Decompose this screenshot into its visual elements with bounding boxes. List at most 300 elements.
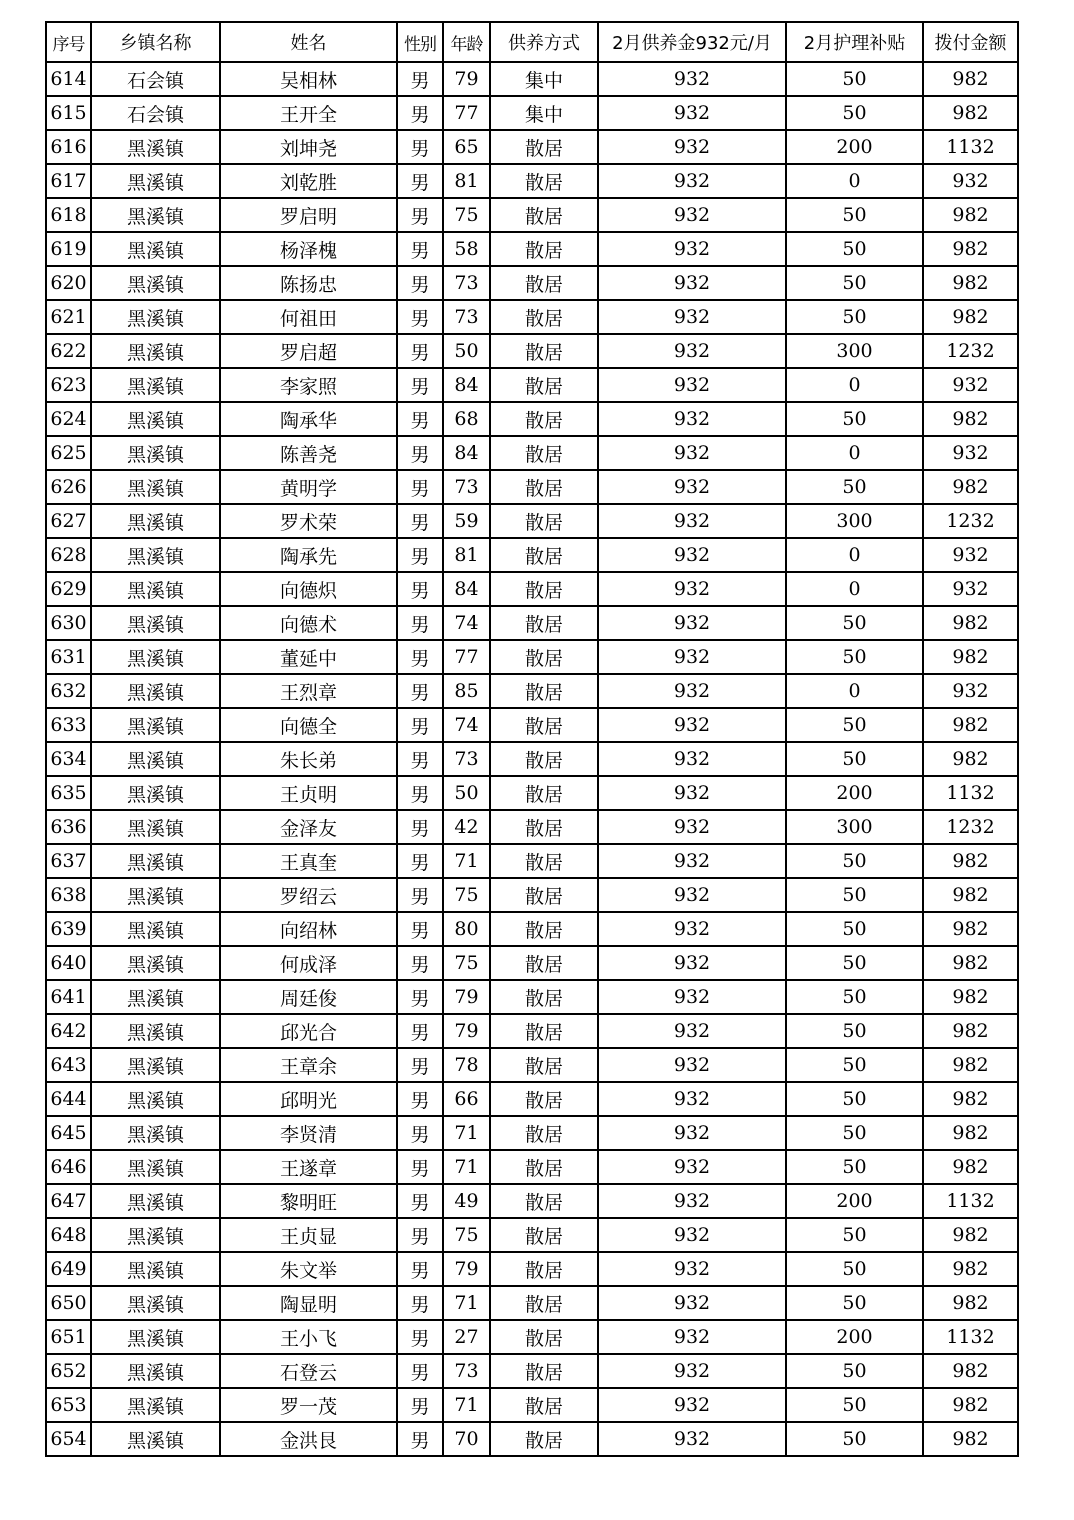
support-fund-cell: 932 — [598, 436, 786, 470]
name-cell: 刘乾胜 — [220, 164, 397, 198]
name-cell: 王小飞 — [220, 1320, 397, 1354]
payment-amount-cell: 982 — [923, 300, 1018, 334]
support-type-cell: 散居 — [490, 1354, 598, 1388]
township-cell: 黑溪镇 — [91, 538, 220, 572]
payment-amount-cell: 1132 — [923, 1184, 1018, 1218]
gender-cell: 男 — [397, 198, 443, 232]
serial-cell: 627 — [46, 504, 91, 538]
gender-cell: 男 — [397, 470, 443, 504]
support-fund-cell: 932 — [598, 198, 786, 232]
name-cell: 朱长弟 — [220, 742, 397, 776]
table-row — [46, 1354, 1018, 1388]
care-subsidy-cell: 50 — [786, 470, 923, 504]
support-fund-cell: 932 — [598, 946, 786, 980]
serial-cell: 647 — [46, 1184, 91, 1218]
support-type-cell: 散居 — [490, 470, 598, 504]
support-fund-cell: 932 — [598, 640, 786, 674]
support-fund-cell: 932 — [598, 844, 786, 878]
age-cell: 77 — [443, 640, 490, 674]
gender-cell: 男 — [397, 708, 443, 742]
table-row — [46, 504, 1018, 538]
name-cell: 邱明光 — [220, 1082, 397, 1116]
care-subsidy-cell: 0 — [786, 436, 923, 470]
support-fund-cell: 932 — [598, 980, 786, 1014]
table-row — [46, 62, 1018, 96]
gender-cell: 男 — [397, 1388, 443, 1422]
gender-cell: 男 — [397, 402, 443, 436]
care-subsidy-cell: 50 — [786, 844, 923, 878]
name-cell: 王贞明 — [220, 776, 397, 810]
payment-amount-cell: 1232 — [923, 810, 1018, 844]
support-type-cell: 散居 — [490, 334, 598, 368]
payment-amount-cell: 982 — [923, 402, 1018, 436]
age-cell: 84 — [443, 368, 490, 402]
gender-cell: 男 — [397, 1422, 443, 1456]
care-subsidy-cell: 50 — [786, 912, 923, 946]
age-cell: 85 — [443, 674, 490, 708]
table-row — [46, 402, 1018, 436]
payment-amount-cell: 1232 — [923, 334, 1018, 368]
care-subsidy-cell: 50 — [786, 96, 923, 130]
header-gender: 性别 — [397, 22, 443, 62]
care-subsidy-cell: 50 — [786, 1048, 923, 1082]
gender-cell: 男 — [397, 436, 443, 470]
support-type-cell: 散居 — [490, 164, 598, 198]
name-cell: 黎明旺 — [220, 1184, 397, 1218]
table-row — [46, 640, 1018, 674]
payment-amount-cell: 932 — [923, 572, 1018, 606]
age-cell: 84 — [443, 436, 490, 470]
age-cell: 70 — [443, 1422, 490, 1456]
township-cell: 黑溪镇 — [91, 368, 220, 402]
table-row — [46, 810, 1018, 844]
gender-cell: 男 — [397, 878, 443, 912]
support-fund-cell: 932 — [598, 708, 786, 742]
township-cell: 黑溪镇 — [91, 402, 220, 436]
serial-cell: 617 — [46, 164, 91, 198]
support-fund-cell: 932 — [598, 1320, 786, 1354]
gender-cell: 男 — [397, 946, 443, 980]
support-fund-cell: 932 — [598, 1422, 786, 1456]
table-row — [46, 1048, 1018, 1082]
township-cell: 黑溪镇 — [91, 198, 220, 232]
support-type-cell: 散居 — [490, 980, 598, 1014]
header-care-subsidy: 2月护理补贴 — [786, 22, 923, 62]
support-type-cell: 散居 — [490, 844, 598, 878]
gender-cell: 男 — [397, 1184, 443, 1218]
gender-cell: 男 — [397, 742, 443, 776]
care-subsidy-cell: 300 — [786, 504, 923, 538]
support-fund-cell: 932 — [598, 810, 786, 844]
support-fund-cell: 932 — [598, 232, 786, 266]
name-cell: 吴相林 — [220, 62, 397, 96]
support-fund-cell: 932 — [598, 538, 786, 572]
serial-cell: 622 — [46, 334, 91, 368]
serial-cell: 649 — [46, 1252, 91, 1286]
serial-cell: 626 — [46, 470, 91, 504]
table-row — [46, 1116, 1018, 1150]
care-subsidy-cell: 50 — [786, 640, 923, 674]
payment-amount-cell: 932 — [923, 368, 1018, 402]
gender-cell: 男 — [397, 266, 443, 300]
name-cell: 陶承先 — [220, 538, 397, 572]
table-row — [46, 1082, 1018, 1116]
township-cell: 黑溪镇 — [91, 1014, 220, 1048]
name-cell: 王真奎 — [220, 844, 397, 878]
township-cell: 黑溪镇 — [91, 1218, 220, 1252]
township-cell: 黑溪镇 — [91, 1150, 220, 1184]
name-cell: 罗启明 — [220, 198, 397, 232]
age-cell: 79 — [443, 1252, 490, 1286]
name-cell: 黄明学 — [220, 470, 397, 504]
township-cell: 黑溪镇 — [91, 1184, 220, 1218]
gender-cell: 男 — [397, 130, 443, 164]
name-cell: 刘坤尧 — [220, 130, 397, 164]
support-fund-cell: 932 — [598, 776, 786, 810]
township-cell: 黑溪镇 — [91, 946, 220, 980]
age-cell: 71 — [443, 844, 490, 878]
support-type-cell: 散居 — [490, 912, 598, 946]
care-subsidy-cell: 50 — [786, 1116, 923, 1150]
payment-amount-cell: 982 — [923, 742, 1018, 776]
support-fund-cell: 932 — [598, 470, 786, 504]
township-cell: 黑溪镇 — [91, 1422, 220, 1456]
age-cell: 84 — [443, 572, 490, 606]
care-subsidy-cell: 50 — [786, 402, 923, 436]
support-type-cell: 散居 — [490, 1320, 598, 1354]
support-type-cell: 散居 — [490, 504, 598, 538]
support-fund-cell: 932 — [598, 1354, 786, 1388]
table-row — [46, 300, 1018, 334]
support-type-cell: 散居 — [490, 130, 598, 164]
township-cell: 黑溪镇 — [91, 776, 220, 810]
township-cell: 石会镇 — [91, 96, 220, 130]
support-type-cell: 集中 — [490, 62, 598, 96]
payment-amount-cell: 982 — [923, 1116, 1018, 1150]
serial-cell: 614 — [46, 62, 91, 96]
table-row — [46, 1184, 1018, 1218]
gender-cell: 男 — [397, 1218, 443, 1252]
gender-cell: 男 — [397, 300, 443, 334]
gender-cell: 男 — [397, 62, 443, 96]
care-subsidy-cell: 50 — [786, 1286, 923, 1320]
age-cell: 81 — [443, 538, 490, 572]
serial-cell: 616 — [46, 130, 91, 164]
age-cell: 74 — [443, 606, 490, 640]
support-fund-cell: 932 — [598, 1218, 786, 1252]
gender-cell: 男 — [397, 810, 443, 844]
support-type-cell: 散居 — [490, 436, 598, 470]
township-cell: 黑溪镇 — [91, 742, 220, 776]
township-cell: 黑溪镇 — [91, 912, 220, 946]
support-type-cell: 散居 — [490, 266, 598, 300]
table-row — [46, 1252, 1018, 1286]
care-subsidy-cell: 0 — [786, 674, 923, 708]
care-subsidy-cell: 50 — [786, 606, 923, 640]
support-type-cell: 散居 — [490, 300, 598, 334]
care-subsidy-cell: 50 — [786, 1014, 923, 1048]
table-row — [46, 266, 1018, 300]
support-type-cell: 散居 — [490, 1150, 598, 1184]
support-type-cell: 散居 — [490, 1014, 598, 1048]
payment-amount-cell: 982 — [923, 1218, 1018, 1252]
table-row — [46, 436, 1018, 470]
township-cell: 黑溪镇 — [91, 504, 220, 538]
serial-cell: 635 — [46, 776, 91, 810]
gender-cell: 男 — [397, 674, 443, 708]
support-type-cell: 散居 — [490, 1388, 598, 1422]
serial-cell: 646 — [46, 1150, 91, 1184]
serial-cell: 651 — [46, 1320, 91, 1354]
gender-cell: 男 — [397, 912, 443, 946]
support-fund-cell: 932 — [598, 266, 786, 300]
age-cell: 75 — [443, 1218, 490, 1252]
table-row — [46, 1388, 1018, 1422]
support-fund-cell: 932 — [598, 1116, 786, 1150]
age-cell: 73 — [443, 470, 490, 504]
support-fund-cell: 932 — [598, 368, 786, 402]
care-subsidy-cell: 50 — [786, 198, 923, 232]
serial-cell: 644 — [46, 1082, 91, 1116]
name-cell: 李贤清 — [220, 1116, 397, 1150]
care-subsidy-cell: 50 — [786, 1252, 923, 1286]
header-support-fund: 2月供养金932元/月 — [598, 22, 786, 62]
gender-cell: 男 — [397, 368, 443, 402]
support-type-cell: 散居 — [490, 1184, 598, 1218]
table-row — [46, 912, 1018, 946]
gender-cell: 男 — [397, 1320, 443, 1354]
age-cell: 79 — [443, 62, 490, 96]
header-payment-amount: 拨付金额 — [923, 22, 1018, 62]
gender-cell: 男 — [397, 1252, 443, 1286]
age-cell: 75 — [443, 878, 490, 912]
name-cell: 陶显明 — [220, 1286, 397, 1320]
township-cell: 黑溪镇 — [91, 980, 220, 1014]
name-cell: 石登云 — [220, 1354, 397, 1388]
gender-cell: 男 — [397, 504, 443, 538]
age-cell: 65 — [443, 130, 490, 164]
payment-amount-cell: 982 — [923, 912, 1018, 946]
township-cell: 黑溪镇 — [91, 164, 220, 198]
care-subsidy-cell: 200 — [786, 130, 923, 164]
age-cell: 50 — [443, 776, 490, 810]
serial-cell: 638 — [46, 878, 91, 912]
care-subsidy-cell: 50 — [786, 266, 923, 300]
serial-cell: 623 — [46, 368, 91, 402]
serial-cell: 648 — [46, 1218, 91, 1252]
payment-amount-cell: 1232 — [923, 504, 1018, 538]
name-cell: 朱文举 — [220, 1252, 397, 1286]
serial-cell: 619 — [46, 232, 91, 266]
age-cell: 79 — [443, 1014, 490, 1048]
age-cell: 80 — [443, 912, 490, 946]
payment-amount-cell: 982 — [923, 232, 1018, 266]
table-row — [46, 708, 1018, 742]
care-subsidy-cell: 50 — [786, 62, 923, 96]
age-cell: 49 — [443, 1184, 490, 1218]
payment-amount-cell: 982 — [923, 1252, 1018, 1286]
support-type-cell: 散居 — [490, 368, 598, 402]
support-type-cell: 散居 — [490, 674, 598, 708]
serial-cell: 621 — [46, 300, 91, 334]
table-row — [46, 198, 1018, 232]
name-cell: 周廷俊 — [220, 980, 397, 1014]
name-cell: 向绍林 — [220, 912, 397, 946]
name-cell: 陈善尧 — [220, 436, 397, 470]
name-cell: 杨泽槐 — [220, 232, 397, 266]
table-header — [46, 22, 1018, 62]
support-fund-cell: 932 — [598, 1082, 786, 1116]
support-fund-cell: 932 — [598, 606, 786, 640]
gender-cell: 男 — [397, 232, 443, 266]
table-row — [46, 232, 1018, 266]
township-cell: 石会镇 — [91, 62, 220, 96]
support-fund-cell: 932 — [598, 96, 786, 130]
header-age: 年龄 — [443, 22, 490, 62]
name-cell: 陶承华 — [220, 402, 397, 436]
support-type-cell: 散居 — [490, 1048, 598, 1082]
care-subsidy-cell: 0 — [786, 538, 923, 572]
township-cell: 黑溪镇 — [91, 1354, 220, 1388]
gender-cell: 男 — [397, 1082, 443, 1116]
name-cell: 向德全 — [220, 708, 397, 742]
support-type-cell: 散居 — [490, 1082, 598, 1116]
gender-cell: 男 — [397, 572, 443, 606]
township-cell: 黑溪镇 — [91, 878, 220, 912]
township-cell: 黑溪镇 — [91, 810, 220, 844]
township-cell: 黑溪镇 — [91, 1048, 220, 1082]
support-type-cell: 散居 — [490, 232, 598, 266]
care-subsidy-cell: 200 — [786, 1184, 923, 1218]
name-cell: 向德炽 — [220, 572, 397, 606]
care-subsidy-cell: 50 — [786, 300, 923, 334]
support-fund-cell: 932 — [598, 674, 786, 708]
support-fund-cell: 932 — [598, 912, 786, 946]
support-type-cell: 散居 — [490, 1422, 598, 1456]
township-cell: 黑溪镇 — [91, 1082, 220, 1116]
support-fund-cell: 932 — [598, 504, 786, 538]
support-fund-cell: 932 — [598, 402, 786, 436]
serial-cell: 629 — [46, 572, 91, 606]
age-cell: 42 — [443, 810, 490, 844]
payment-amount-cell: 982 — [923, 1286, 1018, 1320]
name-cell: 金泽友 — [220, 810, 397, 844]
care-subsidy-cell: 200 — [786, 1320, 923, 1354]
serial-cell: 634 — [46, 742, 91, 776]
age-cell: 75 — [443, 198, 490, 232]
payment-amount-cell: 982 — [923, 470, 1018, 504]
age-cell: 58 — [443, 232, 490, 266]
gender-cell: 男 — [397, 538, 443, 572]
name-cell: 何成泽 — [220, 946, 397, 980]
age-cell: 74 — [443, 708, 490, 742]
support-fund-cell: 932 — [598, 878, 786, 912]
gender-cell: 男 — [397, 164, 443, 198]
payment-amount-cell: 982 — [923, 198, 1018, 232]
gender-cell: 男 — [397, 334, 443, 368]
support-fund-cell: 932 — [598, 164, 786, 198]
care-subsidy-cell: 0 — [786, 368, 923, 402]
name-cell: 王烈章 — [220, 674, 397, 708]
care-subsidy-cell: 50 — [786, 708, 923, 742]
age-cell: 77 — [443, 96, 490, 130]
support-type-cell: 散居 — [490, 402, 598, 436]
support-fund-cell: 932 — [598, 1388, 786, 1422]
gender-cell: 男 — [397, 640, 443, 674]
support-type-cell: 散居 — [490, 810, 598, 844]
township-cell: 黑溪镇 — [91, 300, 220, 334]
gender-cell: 男 — [397, 844, 443, 878]
name-cell: 罗绍云 — [220, 878, 397, 912]
support-type-cell: 散居 — [490, 640, 598, 674]
age-cell: 66 — [443, 1082, 490, 1116]
care-subsidy-cell: 50 — [786, 1388, 923, 1422]
payment-amount-cell: 982 — [923, 844, 1018, 878]
support-type-cell: 散居 — [490, 878, 598, 912]
name-cell: 罗一茂 — [220, 1388, 397, 1422]
serial-cell: 615 — [46, 96, 91, 130]
age-cell: 68 — [443, 402, 490, 436]
payment-amount-cell: 932 — [923, 538, 1018, 572]
table-row — [46, 96, 1018, 130]
payment-amount-cell: 982 — [923, 1048, 1018, 1082]
township-cell: 黑溪镇 — [91, 232, 220, 266]
care-subsidy-cell: 50 — [786, 1354, 923, 1388]
table-row — [46, 674, 1018, 708]
payment-amount-cell: 1132 — [923, 776, 1018, 810]
serial-cell: 624 — [46, 402, 91, 436]
header-support-type: 供养方式 — [490, 22, 598, 62]
payment-amount-cell: 982 — [923, 62, 1018, 96]
table-row — [46, 1320, 1018, 1354]
age-cell: 73 — [443, 266, 490, 300]
serial-cell: 654 — [46, 1422, 91, 1456]
support-fund-cell: 932 — [598, 334, 786, 368]
township-cell: 黑溪镇 — [91, 334, 220, 368]
payment-amount-cell: 982 — [923, 266, 1018, 300]
table-row — [46, 844, 1018, 878]
age-cell: 73 — [443, 742, 490, 776]
payment-amount-cell: 1132 — [923, 130, 1018, 164]
header-row — [46, 22, 1018, 62]
header-name: 姓名 — [220, 22, 397, 62]
gender-cell: 男 — [397, 1048, 443, 1082]
support-type-cell: 集中 — [490, 96, 598, 130]
age-cell: 71 — [443, 1116, 490, 1150]
serial-cell: 630 — [46, 606, 91, 640]
serial-cell: 632 — [46, 674, 91, 708]
header-township: 乡镇名称 — [91, 22, 220, 62]
gender-cell: 男 — [397, 1116, 443, 1150]
support-fund-cell: 932 — [598, 1184, 786, 1218]
care-subsidy-cell: 50 — [786, 232, 923, 266]
township-cell: 黑溪镇 — [91, 130, 220, 164]
serial-cell: 628 — [46, 538, 91, 572]
support-type-cell: 散居 — [490, 1116, 598, 1150]
support-fund-cell: 932 — [598, 1014, 786, 1048]
age-cell: 81 — [443, 164, 490, 198]
township-cell: 黑溪镇 — [91, 1320, 220, 1354]
table-row — [46, 470, 1018, 504]
name-cell: 罗启超 — [220, 334, 397, 368]
care-subsidy-cell: 0 — [786, 164, 923, 198]
payment-amount-cell: 932 — [923, 674, 1018, 708]
gender-cell: 男 — [397, 1354, 443, 1388]
support-type-cell: 散居 — [490, 1252, 598, 1286]
name-cell: 何祖田 — [220, 300, 397, 334]
name-cell: 罗术荣 — [220, 504, 397, 538]
serial-cell: 618 — [46, 198, 91, 232]
